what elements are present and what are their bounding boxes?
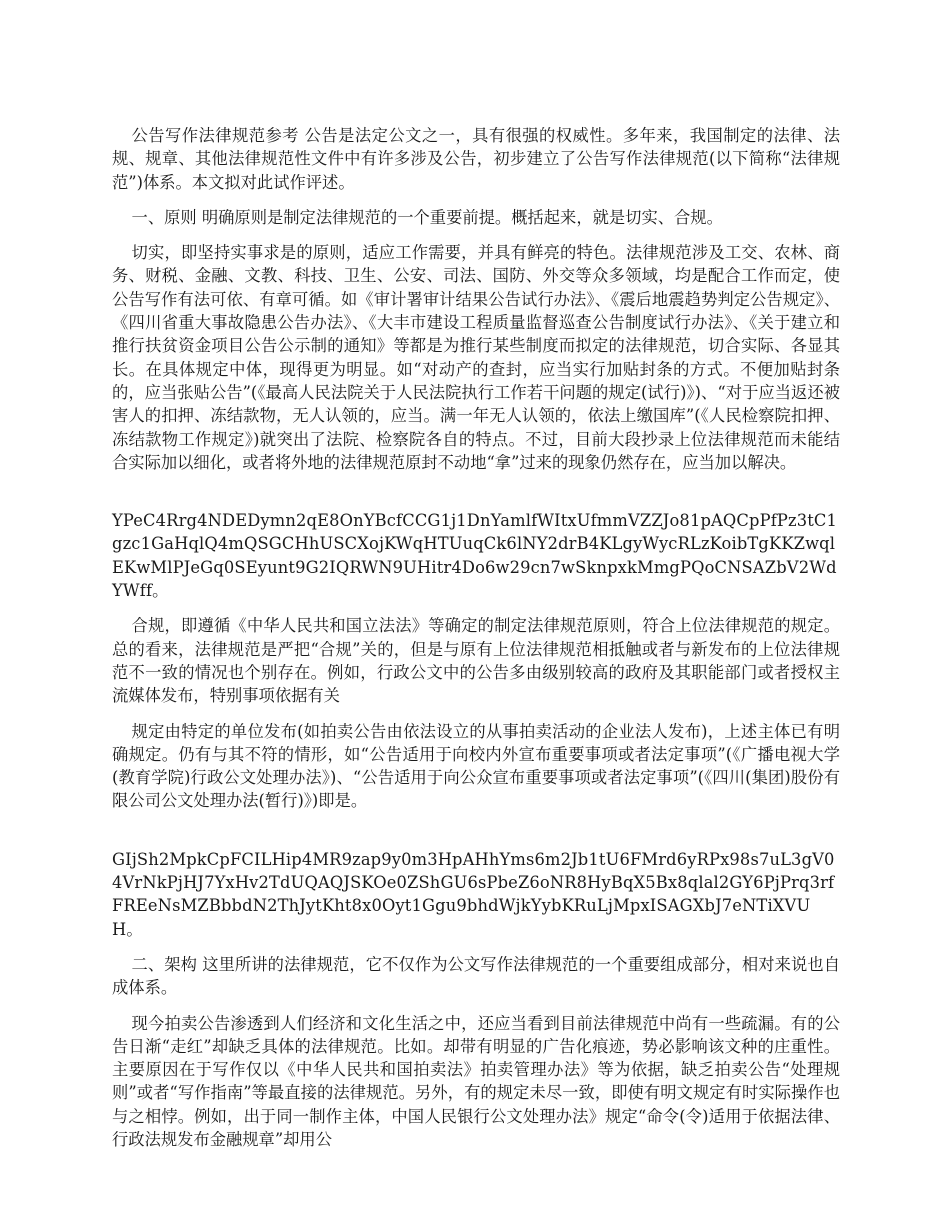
paragraph-intro: 公告写作法律规范参考 公告是法定公文之一，具有很强的权威性。多年来，我国制定的法律、法规、规章、其他法律规范性文件中有许多涉及公告，初步建立了公告写作法律规范(以下简称“法律规范”)体系。本文拟对此试作评述。 bbox=[112, 126, 840, 192]
paragraph-principles-heading: 一、原则 明确原则是制定法律规范的一个重要前提。概括起来，就是切实、合规。 bbox=[131, 207, 723, 227]
paragraph-random-code-2: GIjSh2MpkCpFCILHip4MR9zap9y0m3HpAHhYms6m2Jb1tU6FMrd6yRPx98s7uL3gV04VrNkPjHJ7YxHv2TdUQAQJSKOe0ZShGU6sPbeZ6oNR8HyBqX5Bx8qlal2GY6PjPrq3rfFREeNsMZBbbdN2ThJytKht8x0Oyt1Ggu9bhdWjkYybKRuLjMpxISAGXbJ7eNTiXVUH。 bbox=[112, 849, 835, 939]
paragraph-compliance: 合规，即遵循《中华人民共和国立法法》等确定的制定法律规范原则，符合上位法律规范的规定。总的看来，法律规范是严把“合规”关的，但是与原有上位法律规范相抵触或者与新发布的上位法律规范不一致的情况也个别存在。例如，行政公文中的公告多由级别较高的政府及其职能部门或者授权主流媒体发布，特别事项依据有关 bbox=[112, 616, 840, 706]
paragraph-random-code-1: YPeC4Rrg4NDEDymn2qE8OnYBcfCCG1j1DnYamlfWItxUfmmVZZJo81pAQCpPfPz3tC1gzc1GaHqlQ4mQSGCHhUSCXojKWqHTUuqCk6lNY2drB4KLgyWycRLzKoibTgKKZwqlEKwMlPJeGq0SEyunt9G2IQRWN9UHitr4Do6w29cn7wSknpxkMmgPQoCNSAZbV2WdYWff。 bbox=[112, 511, 838, 601]
document-body bbox=[112, 124, 840, 1163]
paragraph-structure-heading: 二、架构 这里所讲的法律规范，它不仅作为公文写作法律规范的一个重要组成部分，相对来说也自成体系。 bbox=[112, 954, 840, 998]
paragraph-auction: 现今拍卖公告渗透到人们经济和文化生活之中，还应当看到目前法律规范中尚有一些疏漏。有的公告日渐“走红”却缺乏具体的法律规范。比如。却带有明显的广告化痕迹，势必影响该文种的庄重性。主要原因在于写作仅以《中华人民共和国拍卖法》拍卖管理办法》等为依据，缺乏拍卖公告“处理规则”或者“写作指南”等最直接的法律规范。另外，有的规定未尽一致，即使有明文规定有时实际操作也与之相悖。例如，出于同一制作主体，中国人民银行公文处理办法》规定“命令(令)适用于依据法律、行政法规发布金融规章”却用公 bbox=[112, 1013, 840, 1149]
paragraph-issuers: 规定由特定的单位发布(如拍卖公告由依法设立的从事拍卖活动的企业法人发布)，上述主体已有明确规定。仍有与其不符的情形，如“公告适用于向校内外宣布重要事项或者法定事项”(《广播电视大学(教育学院)行政公文处理办法》)、“公告适用于向公众宣布重要事项或者法定事项”(《四川(集团)股份有限公司公文处理办法(暂行)》)即是。 bbox=[112, 721, 840, 811]
paragraph-practical: 切实，即坚持实事求是的原则，适应工作需要，并具有鲜亮的特色。法律规范涉及工交、农林、商务、财税、金融、文教、科技、卫生、公安、司法、国防、外交等众多领域，均是配合工作而定，使公告写作有法可依、有章可循。如《审计署审计结果公告试行办法》、《震后地震趋势判定公告规定》、《四川省重大事故隐患公告办法》、《大丰市建设工程质量监督巡查公告制度试行办法》、《关于建立和推行扶贫资金项目公告公示制的通知》等都是为推行某些制度而拟定的法律规范，切合实际、各显其长。在具体规定中体，现得更为明显。如“对动产的查封，应当实行加贴封条的方式。不便加贴封条的，应当张贴公告”(《最高人民法院关于人民法院执行工作若干问题的规定(试行)》)、“对于应当返还被害人的扣押、冻结款物，无人认领的，应当。满一年无人认领的，依法上缴国库”(《人民检察院扣押、冻结款物工作规定》)就突出了法院、检察院各自的特点。不过，目前大段抄录上位法律规范而未能结合实际加以细化，或者将外地的法律规范原封不动地“拿”过来的现象仍然存在，应当加以解决。 bbox=[112, 243, 840, 472]
